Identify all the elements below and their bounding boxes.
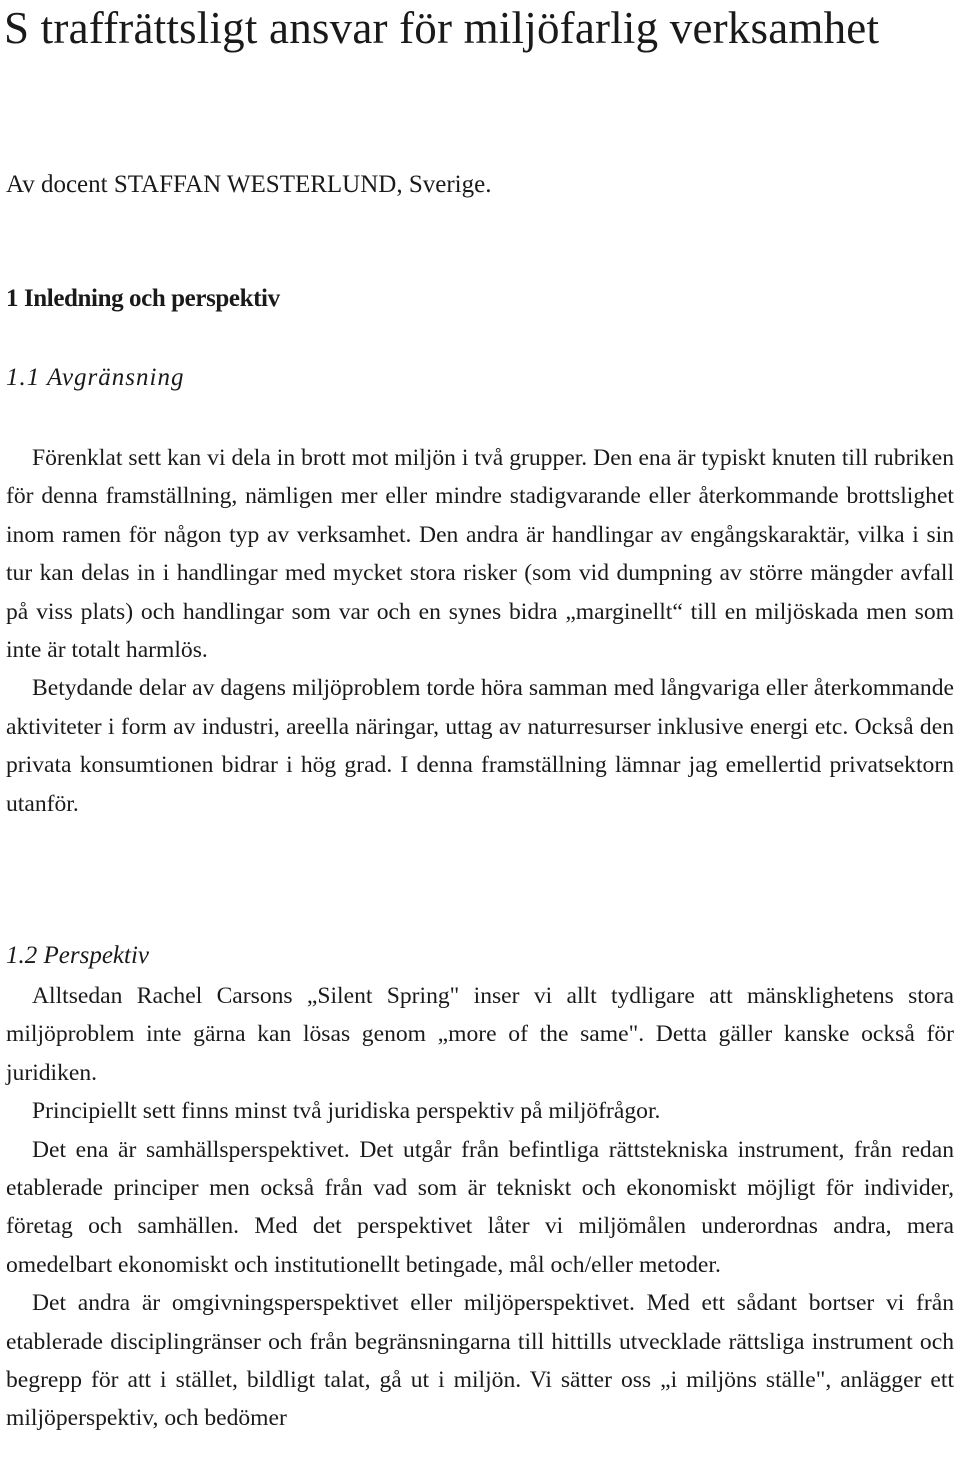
author-line: Av docent STAFFAN WESTERLUND, Sverige. xyxy=(6,171,492,198)
perspektiv-body xyxy=(6,977,954,1438)
body-paragraph: Betydande delar av dagens miljöproblem torde höra samman med långvariga eller återkommande aktiviteter i form av industri, areella näringar, uttag av naturresurser inklusive energi etc. Också den privata konsumtionen bidrar i hög grad. I denna framställning lämnar jag emellertid privatsektorn utanför. xyxy=(6,675,954,817)
section-heading-inledning: 1 Inledning och perspektiv xyxy=(6,285,280,312)
body-paragraph: Det andra är omgivningsperspektivet eller miljöperspektivet. Med ett sådant bortser vi från etablerade disciplingränser och från begränsningarna till hittills utvecklade rättsliga instrument och begrepp för att i stället, bildligt talat, gå ut i miljön. Vi sätter oss „i miljöns ställe", anlägger ett miljöperspektiv, och bedömer xyxy=(6,1290,954,1432)
subsection-heading-perspektiv: 1.2 Perspektiv xyxy=(6,942,150,969)
body-paragraph: Det ena är samhällsperspektivet. Det utgår från befintliga rättstekniska instrument, från redan etablerade principer men också från vad som är tekniskt och ekonomiskt möjligt för individer, företag och samhällen. Med det perspektivet låter vi miljömålen underordnas andra, mera omedelbart ekonomiskt och institutionellt betingade, mål och/eller metoder. xyxy=(6,1136,954,1278)
avgransning-body xyxy=(6,439,954,823)
body-paragraph: Principiellt sett finns minst två juridiska perspektiv på miljöfrågor. xyxy=(32,1098,661,1125)
subsection-heading-avgransning: 1.1 Avgränsning xyxy=(6,364,185,391)
body-paragraph: Förenklat sett kan vi dela in brott mot miljön i två grupper. Den ena är typiskt knuten till rubriken för denna framställning, nämligen mer eller mindre stadigvarande eller återkommande brottslighet inom ramen för någon typ av verksamhet. Den andra är handlingar av engångskaraktär, vilka i sin tur kan delas in i handlingar med mycket stora risker (som vid dumpning av större mängder avfall på viss plats) och handlingar som var och en synes bidra „marginellt“ till en miljöskada men som inte är totalt harmlös. xyxy=(6,445,954,664)
document-title: S traffrättsligt ansvar för miljöfarlig verksamhet xyxy=(4,3,880,53)
body-paragraph: Alltsedan Rachel Carsons „Silent Spring" inser vi allt tydligare att mänsklighetens stora miljöproblem inte gärna kan lösas genom „more of the same". Detta gäller kanske också för juridiken. xyxy=(6,983,954,1086)
